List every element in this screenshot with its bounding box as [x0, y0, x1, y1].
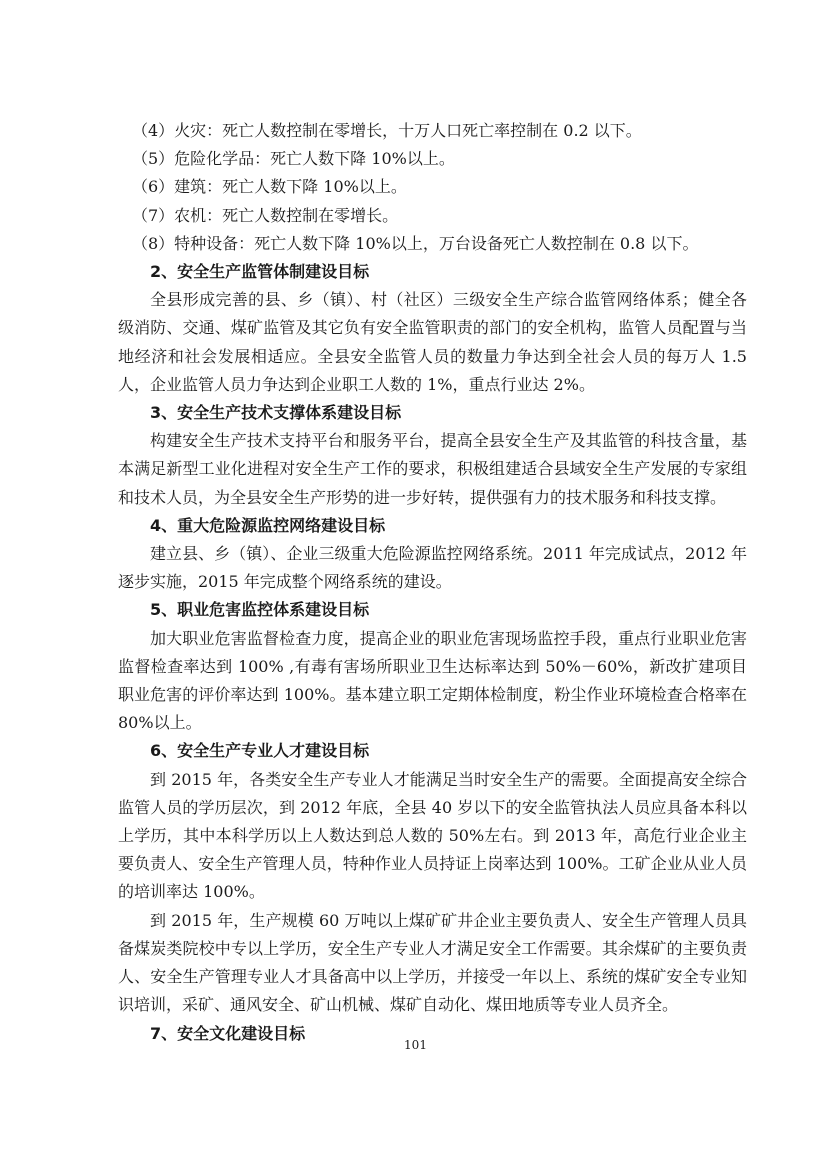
paragraph: 加大职业危害监督检查力度，提高企业的职业危害现场监控手段，重点行业职业危害监督检查率达到 100% ,有毒有害场所职业卫生达标率达到 50%－60%，新改扩建项目职业危害的评价率达到 100%。基本建立职工定期体检制度，粉尘作业环境检查合格率在 80%以上。 [118, 628, 747, 733]
paragraph: 全县形成完善的县、乡（镇）、村（社区）三级安全生产综合监管网络体系；健全各级消防、交通、煤矿监管及其它负有安全监管职责的部门的安全机构，监管人员配置与当地经济和社会发展相适应。全县安全监管人员的数量力争达到全社会人员的每万人 1.5人，企业监管人员力争达到企业职工人数的 1%，重点行业达 2%。 [118, 290, 747, 394]
list-item: （4）火灾：死亡人数控制在零增长，十万人口死亡率控制在 0.2 以下。 [132, 121, 642, 140]
section-heading: 5、职业危害监控体系建设目标 [150, 600, 370, 620]
list-item: （5）危险化学品：死亡人数下降 10%以上。 [132, 149, 455, 169]
target-list [118, 117, 747, 258]
page-number: 101 [404, 1038, 427, 1052]
section-4 [118, 512, 747, 597]
section-6 [118, 737, 747, 1019]
section-heading: 4、重大危险源监控网络建设目标 [150, 515, 386, 535]
section-heading: 2、安全生产监管体制建设目标 [150, 262, 370, 282]
section-5 [118, 596, 747, 737]
list-item: （7）农机：死亡人数控制在零增长。 [132, 205, 399, 225]
section-2 [118, 258, 747, 399]
section-heading: 6、安全生产专业人才建设目标 [150, 741, 370, 761]
paragraph: 建立县、乡（镇）、企业三级重大危险源监控网络系统。2011 年完成试点，2012 年逐步实施，2015 年完成整个网络系统的建设。 [118, 544, 747, 592]
section-3 [118, 399, 747, 512]
paragraph: 到 2015 年，生产规模 60 万吨以上煤矿矿井企业主要负责人、安全生产管理人员具备煤炭类院校中专以上学历，安全生产专业人才满足安全工作需要。其余煤矿的主要负责人、安全生产管理专业人才具备高中以上学历，并接受一年以上、系统的煤矿安全专业知识培训，采矿、通风安全、矿山机械、煤矿自动化、煤田地质等专业人员齐全。 [118, 910, 747, 1015]
paragraph: 构建安全生产技术支持平台和服务平台，提高全县安全生产及其监管的科技含量，基本满足新型工业化进程对安全生产工作的要求，积极组建适合县域安全生产发展的专家组和技术人员，为全县安全生产形势的进一步好转，提供强有力的技术服务和科技支撑。 [118, 431, 747, 507]
paragraph: 到 2015 年，各类安全生产专业人才能满足当时安全生产的需要。全面提高安全综合监管人员的学历层次，到 2012 年底，全县 40 岁以下的安全监管执法人员应具备本科以上学历，其中本科学历以上人数达到总人数的 50%左右。到 2013 年，高危行业企业主要负责人、安全生产管理人员，特种作业人员持证上岗率达到 100%。工矿企业从业人员的培训率达 100%。 [118, 769, 747, 902]
list-item: （8）特种设备：死亡人数下降 10%以上，万台设备死亡人数控制在 0.8 以下。 [132, 233, 699, 253]
list-item: （6）建筑：死亡人数下降 10%以上。 [132, 177, 407, 197]
section-heading: 7、安全文化建设目标 [150, 1023, 306, 1043]
section-heading: 3、安全生产技术支撑体系建设目标 [150, 403, 402, 423]
